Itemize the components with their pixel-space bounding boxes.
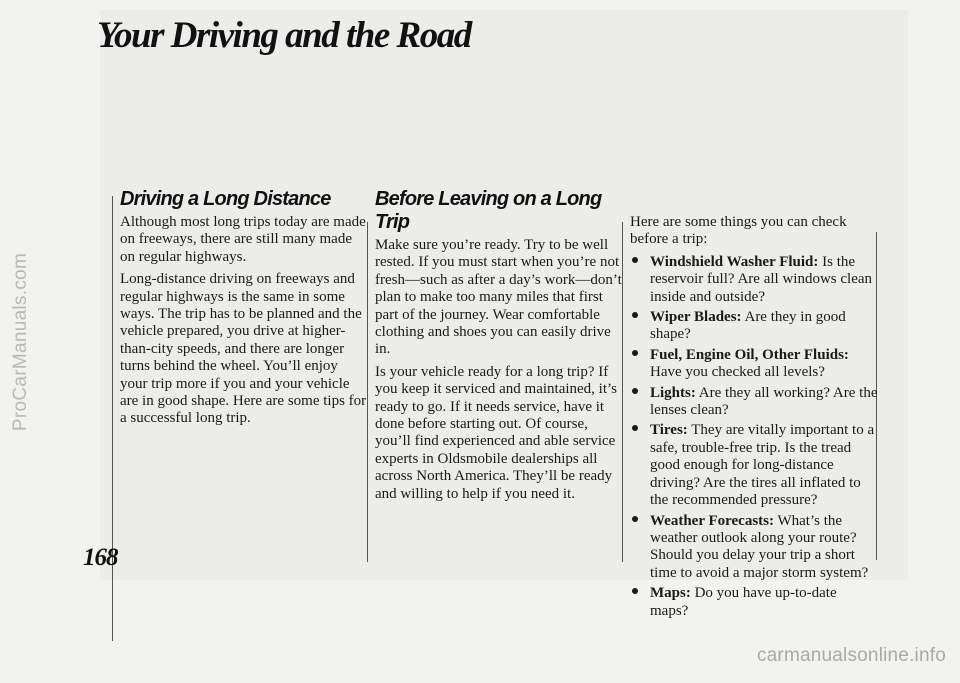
- bullet-icon: [632, 516, 638, 522]
- section-heading-long-distance: Driving a Long Distance: [120, 188, 331, 210]
- checklist-item-text: Have you checked all levels?: [650, 364, 825, 381]
- side-watermark: [4, 0, 38, 683]
- bottom-watermark: carmanualsonline.info: [756, 645, 946, 666]
- checklist-item: [630, 422, 878, 509]
- column-middle: [375, 188, 623, 508]
- column-right: [630, 188, 878, 623]
- checklist-item: [630, 513, 878, 583]
- checklist-item-label: Tires:: [650, 422, 688, 439]
- page-number: 168: [83, 544, 118, 571]
- checklist-item: [630, 254, 878, 306]
- checklist-item-text: Is the reservoir full? Are all windows clean inside and outside?: [650, 253, 873, 305]
- paragraph: Although most long trips today are made on freeways, there are still many made on regular highways.: [120, 214, 366, 265]
- checklist-item: [630, 385, 878, 420]
- bullet-icon: [632, 425, 638, 431]
- checklist-item: [630, 585, 878, 620]
- bullet-icon: [632, 257, 638, 263]
- bullet-icon: [632, 388, 638, 394]
- checklist-item: [630, 347, 878, 382]
- left-margin-rule: [112, 196, 113, 641]
- checklist-item-label: Fuel, Engine Oil, Other Fluids:: [650, 346, 849, 363]
- paragraph: Long-distance driving on freeways and regular highways is the same in some ways. The trip has to be planned and the vehicle prepared, you drive at higher-than-city speeds, and there are longer turns behind the wheel. You’ll enjoy your trip more if you and your vehicle are in good shape. Here are some tips for a successful long trip.: [120, 271, 367, 427]
- section-heading-before-leaving: Before Leaving on a Long Trip: [375, 188, 602, 233]
- checklist-item-text: Are they all working? Are the lenses clean?: [650, 384, 878, 419]
- side-watermark-text: ProCarManuals.com: [10, 252, 31, 431]
- pre-trip-checklist: [630, 254, 878, 620]
- checklist-item-text: Are they in good shape?: [650, 309, 846, 343]
- bullet-icon: [632, 350, 638, 356]
- checklist-item-label: Windshield Washer Fluid:: [650, 253, 819, 270]
- checklist-intro: Here are some things you can check before a trip:: [630, 214, 847, 248]
- checklist-item-label: Wiper Blades:: [650, 309, 742, 326]
- checklist-item: [630, 309, 878, 344]
- checklist-item-label: Weather Forecasts:: [650, 512, 774, 529]
- checklist-item-label: Lights:: [650, 384, 696, 401]
- checklist-item-label: Maps:: [650, 585, 691, 602]
- checklist-item-text: What’s the weather outlook along your route? Should you delay your trip a short time to avoid a major storm system?: [650, 512, 869, 581]
- paragraph: Is your vehicle ready for a long trip? If you keep it serviced and maintained, it’s ready to go. If it needs service, have it done before starting out. Of course, you’ll find experienced and able service experts in Oldsmobile dealerships all across North America. They’ll be ready and willing to help if you need it.: [375, 363, 618, 502]
- paragraph: Make sure you’re ready. Try to be well rested. If you must start when you’re not fresh—such as after a day’s work—don’t plan to make too many miles that first part of the journey. Wear comfortable clothing and shoes you can easily drive in.: [375, 237, 622, 358]
- bullet-icon: [632, 312, 638, 318]
- heading-spacer: [630, 188, 878, 214]
- checklist-item-text: Do you have up-to-date maps?: [650, 585, 837, 619]
- chapter-title: Your Driving and the Road: [97, 15, 471, 56]
- column-left: [120, 188, 368, 433]
- bullet-icon: [632, 588, 638, 594]
- checklist-item-text: They are vitally important to a safe, trouble-free trip. Is the tread good enough for long-distance driving? Are the tires all inflated to the recommended pressure?: [650, 422, 875, 509]
